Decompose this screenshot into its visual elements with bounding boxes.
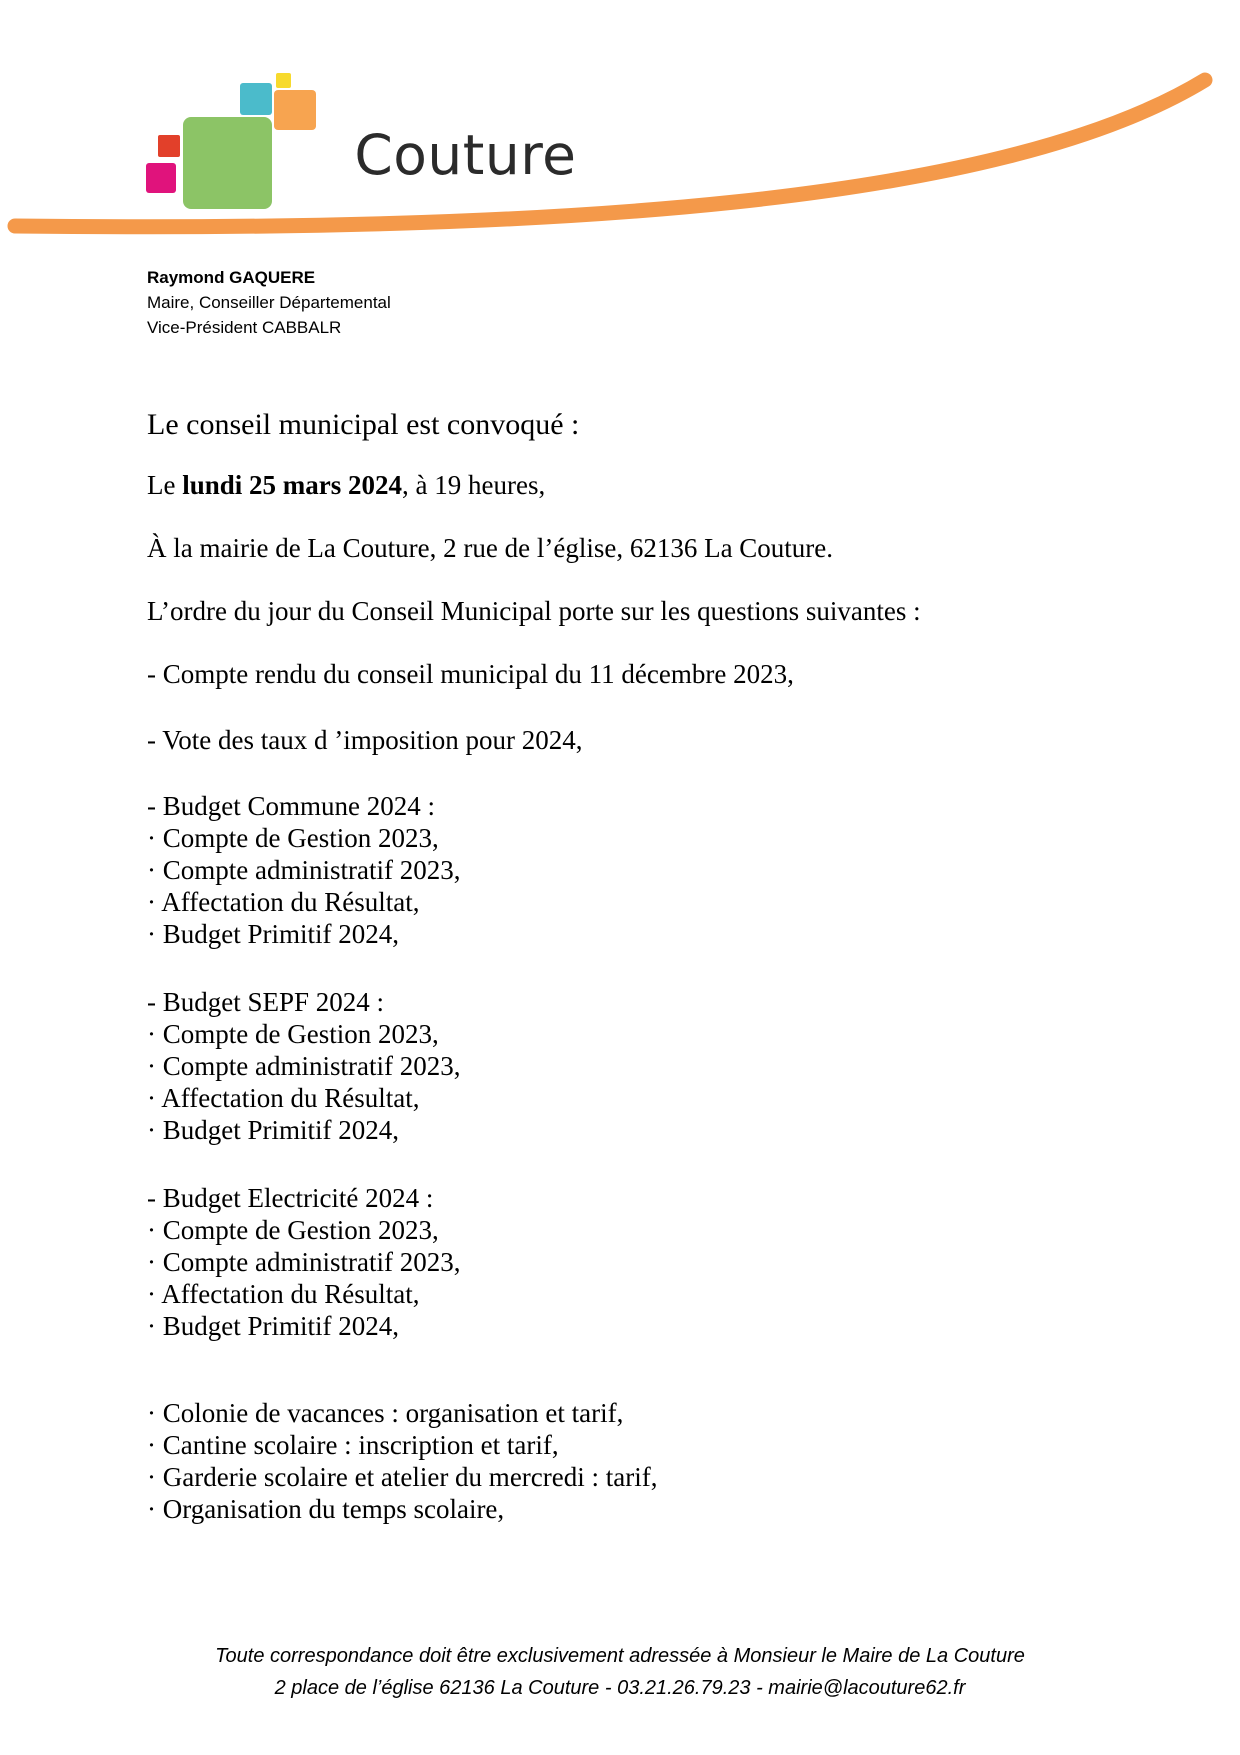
budget-line: · Budget Primitif 2024, bbox=[147, 1311, 399, 1341]
budget-line: · Affectation du Résultat, bbox=[147, 1083, 420, 1113]
date-suffix: , à 19 heures, bbox=[402, 470, 546, 500]
budget-line: · Budget Primitif 2024, bbox=[147, 1115, 399, 1145]
footer-line-1: Toute correspondance doit être exclusivement adressée à Monsieur le Maire de La Couture bbox=[215, 1645, 1025, 1667]
meeting-location: À la mairie de La Couture, 2 rue de l’église, 62136 La Couture. bbox=[147, 533, 834, 563]
logo-green-square bbox=[183, 117, 272, 209]
budget-line: · Compte de Gestion 2023, bbox=[147, 823, 439, 853]
budget-line: · Compte de Gestion 2023, bbox=[147, 1019, 439, 1049]
logo-blue-square bbox=[240, 83, 272, 115]
budget-electricite-section bbox=[147, 1182, 1147, 1342]
agenda-item-vote: - Vote des taux d ’imposition pour 2024, bbox=[147, 725, 583, 755]
footer bbox=[0, 1640, 1240, 1704]
logo-word-couture: Couture bbox=[354, 123, 577, 187]
budget-line: · Affectation du Résultat, bbox=[147, 1279, 420, 1309]
other-item-cantine: · Cantine scolaire : inscription et tarif, bbox=[147, 1430, 559, 1460]
budget-line: · Compte administratif 2023, bbox=[147, 855, 461, 885]
agenda-intro: L’ordre du jour du Conseil Municipal porte sur les questions suivantes : bbox=[147, 596, 921, 626]
budget-line: · Compte de Gestion 2023, bbox=[147, 1215, 439, 1245]
sender-block bbox=[147, 265, 391, 340]
budget-sepf-section bbox=[147, 986, 1147, 1146]
budget-line: · Compte administratif 2023, bbox=[147, 1247, 461, 1277]
budget-line: · Affectation du Résultat, bbox=[147, 887, 420, 917]
letterhead-graphic bbox=[0, 0, 1240, 260]
agenda-item-compte-rendu: - Compte rendu du conseil municipal du 11 décembre 2023, bbox=[147, 659, 794, 689]
letter-body bbox=[147, 407, 1147, 1525]
other-item-colonie: · Colonie de vacances : organisation et tarif, bbox=[147, 1398, 624, 1428]
footer-line-2: 2 place de l’église 62136 La Couture - 03.21.26.79.23 - mairie@lacouture62.fr bbox=[274, 1677, 966, 1699]
date-prefix: Le bbox=[147, 470, 183, 500]
budget-title: - Budget Commune 2024 : bbox=[147, 791, 435, 821]
other-item-garderie: · Garderie scolaire et atelier du mercredi : tarif, bbox=[147, 1462, 658, 1492]
date-bold: lundi 25 mars 2024 bbox=[182, 470, 403, 500]
sender-title-2: Vice-Président CABBALR bbox=[147, 318, 342, 337]
logo-wordmark bbox=[279, 123, 577, 187]
logo-magenta-square bbox=[146, 163, 176, 193]
budget-commune-section bbox=[147, 790, 1147, 950]
logo-red-square bbox=[158, 135, 180, 157]
meeting-date bbox=[147, 469, 1147, 501]
budget-line: · Budget Primitif 2024, bbox=[147, 919, 399, 949]
convocation-heading: Le conseil municipal est convoqué : bbox=[147, 408, 580, 441]
budget-line: · Compte administratif 2023, bbox=[147, 1051, 461, 1081]
sender-title-1: Maire, Conseiller Départemental bbox=[147, 293, 391, 312]
logo-yellow-square bbox=[276, 73, 291, 88]
other-item-temps-scolaire: · Organisation du temps scolaire, bbox=[147, 1494, 505, 1524]
other-items-section bbox=[147, 1397, 1147, 1525]
budget-title: - Budget Electricité 2024 : bbox=[147, 1183, 434, 1213]
sender-name: Raymond GAQUERE bbox=[147, 268, 316, 287]
logo-word-la: La bbox=[279, 123, 345, 187]
budget-title: - Budget SEPF 2024 : bbox=[147, 987, 385, 1017]
